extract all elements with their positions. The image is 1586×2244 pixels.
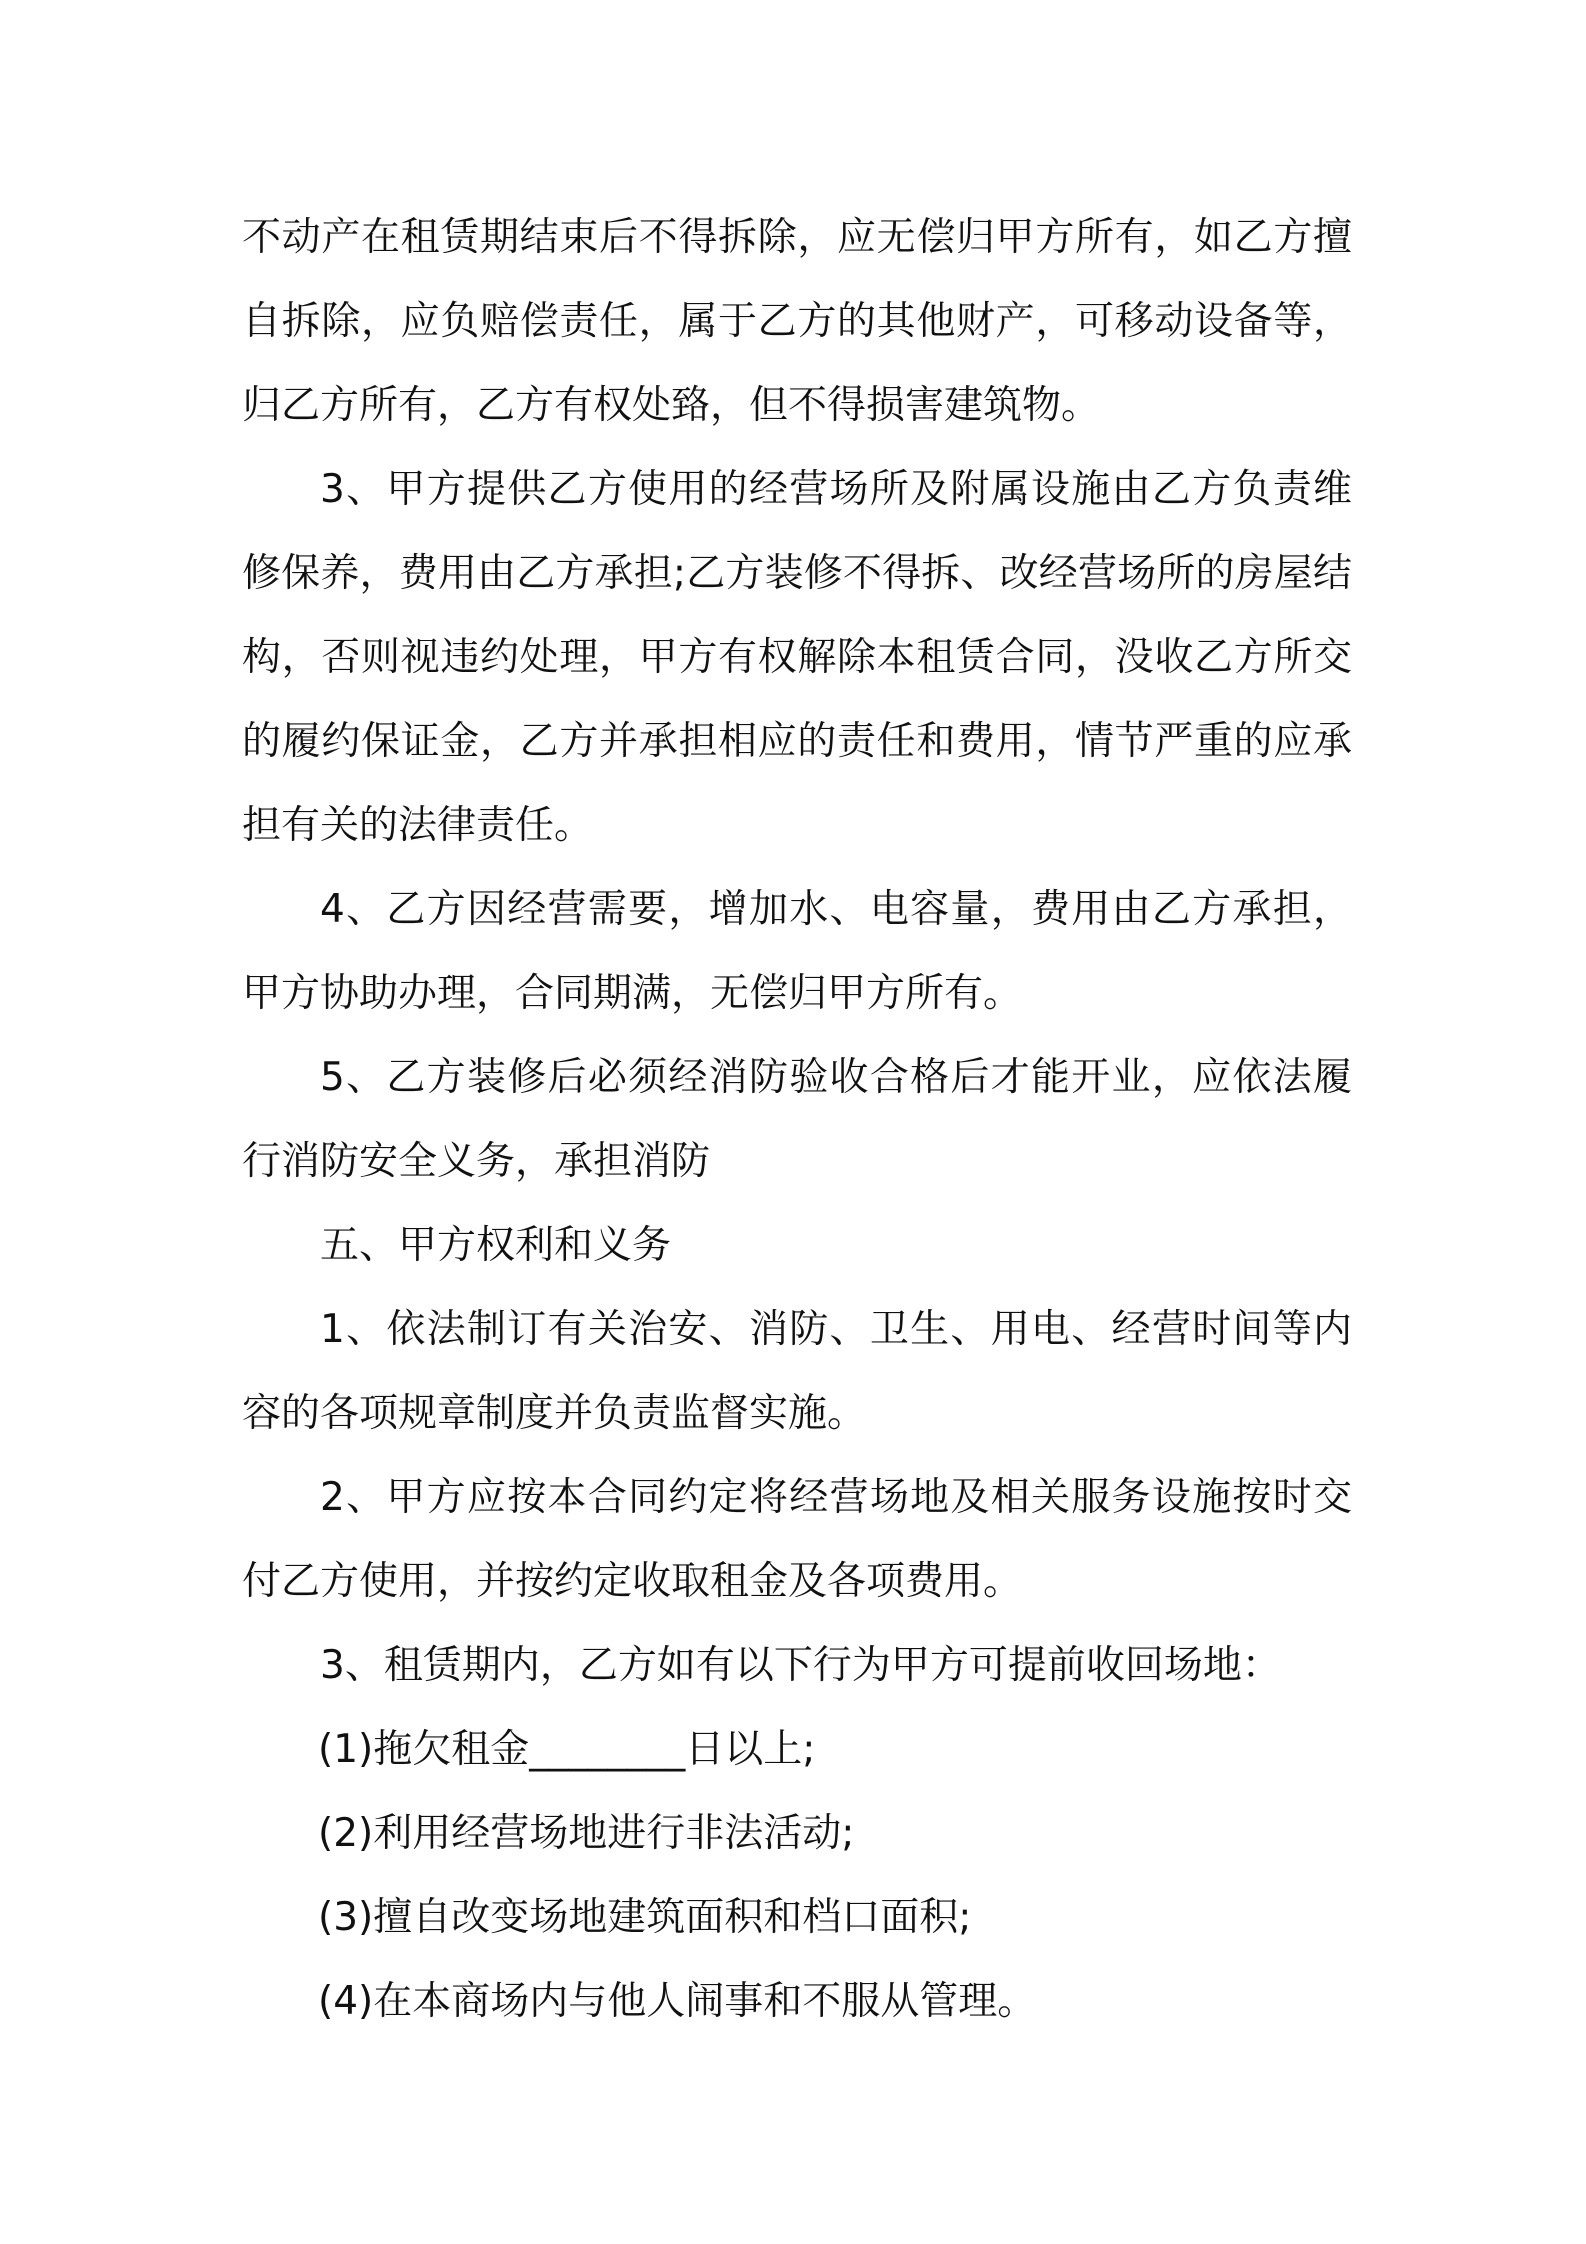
list-item-2-illegal-activity: (2)利用经营场地进行非法活动; xyxy=(318,1811,855,1856)
paragraph-property-clause: 不动产在租赁期结束后不得拆除，应无偿归甲方所有，如乙方擅自拆除，应负赔偿责任，属于乙方的其他财产，可移动设备等，归乙方所有，乙方有权处臵，但不得损害建筑物。 xyxy=(242,215,1352,428)
list-item-1-rent-arrears: (1)拖欠租金________日以上; xyxy=(318,1727,816,1772)
document-body xyxy=(242,196,1352,2044)
paragraph-a-clause-3-recovery: 3、租赁期内，乙方如有以下行为甲方可提前收回场地： xyxy=(320,1643,1281,1688)
section-heading-party-a-rights: 五、甲方权利和义务 xyxy=(320,1223,672,1268)
paragraph-a-clause-1-rules: 1、依法制订有关治安、消防、卫生、用电、经营时间等内容的各项规章制度并负责监督实施。 xyxy=(242,1307,1352,1436)
list-item-4-disturbance: (4)在本商场内与他人闹事和不服从管理。 xyxy=(318,1979,1037,2024)
paragraph-a-clause-2-delivery: 2、甲方应按本合同约定将经营场地及相关服务设施按时交付乙方使用，并按约定收取租金及各项费用。 xyxy=(242,1475,1352,1604)
list-item-3-area-change: (3)擅自改变场地建筑面积和档口面积; xyxy=(318,1895,972,1940)
paragraph-clause-3-maintenance: 3、甲方提供乙方使用的经营场所及附属设施由乙方负责维修保养，费用由乙方承担;乙方装修不得拆、改经营场所的房屋结构，否则视违约处理，甲方有权解除本租赁合同，没收乙方所交的履约保证金，乙方并承担相应的责任和费用，情节严重的应承担有关的法律责任。 xyxy=(242,467,1352,848)
paragraph-clause-4-utilities: 4、乙方因经营需要，增加水、电容量，费用由乙方承担，甲方协助办理，合同期满，无偿归甲方所有。 xyxy=(242,887,1352,1016)
paragraph-clause-5-fire-safety: 5、乙方装修后必须经消防验收合格后才能开业，应依法履行消防安全义务，承担消防 xyxy=(242,1055,1352,1184)
